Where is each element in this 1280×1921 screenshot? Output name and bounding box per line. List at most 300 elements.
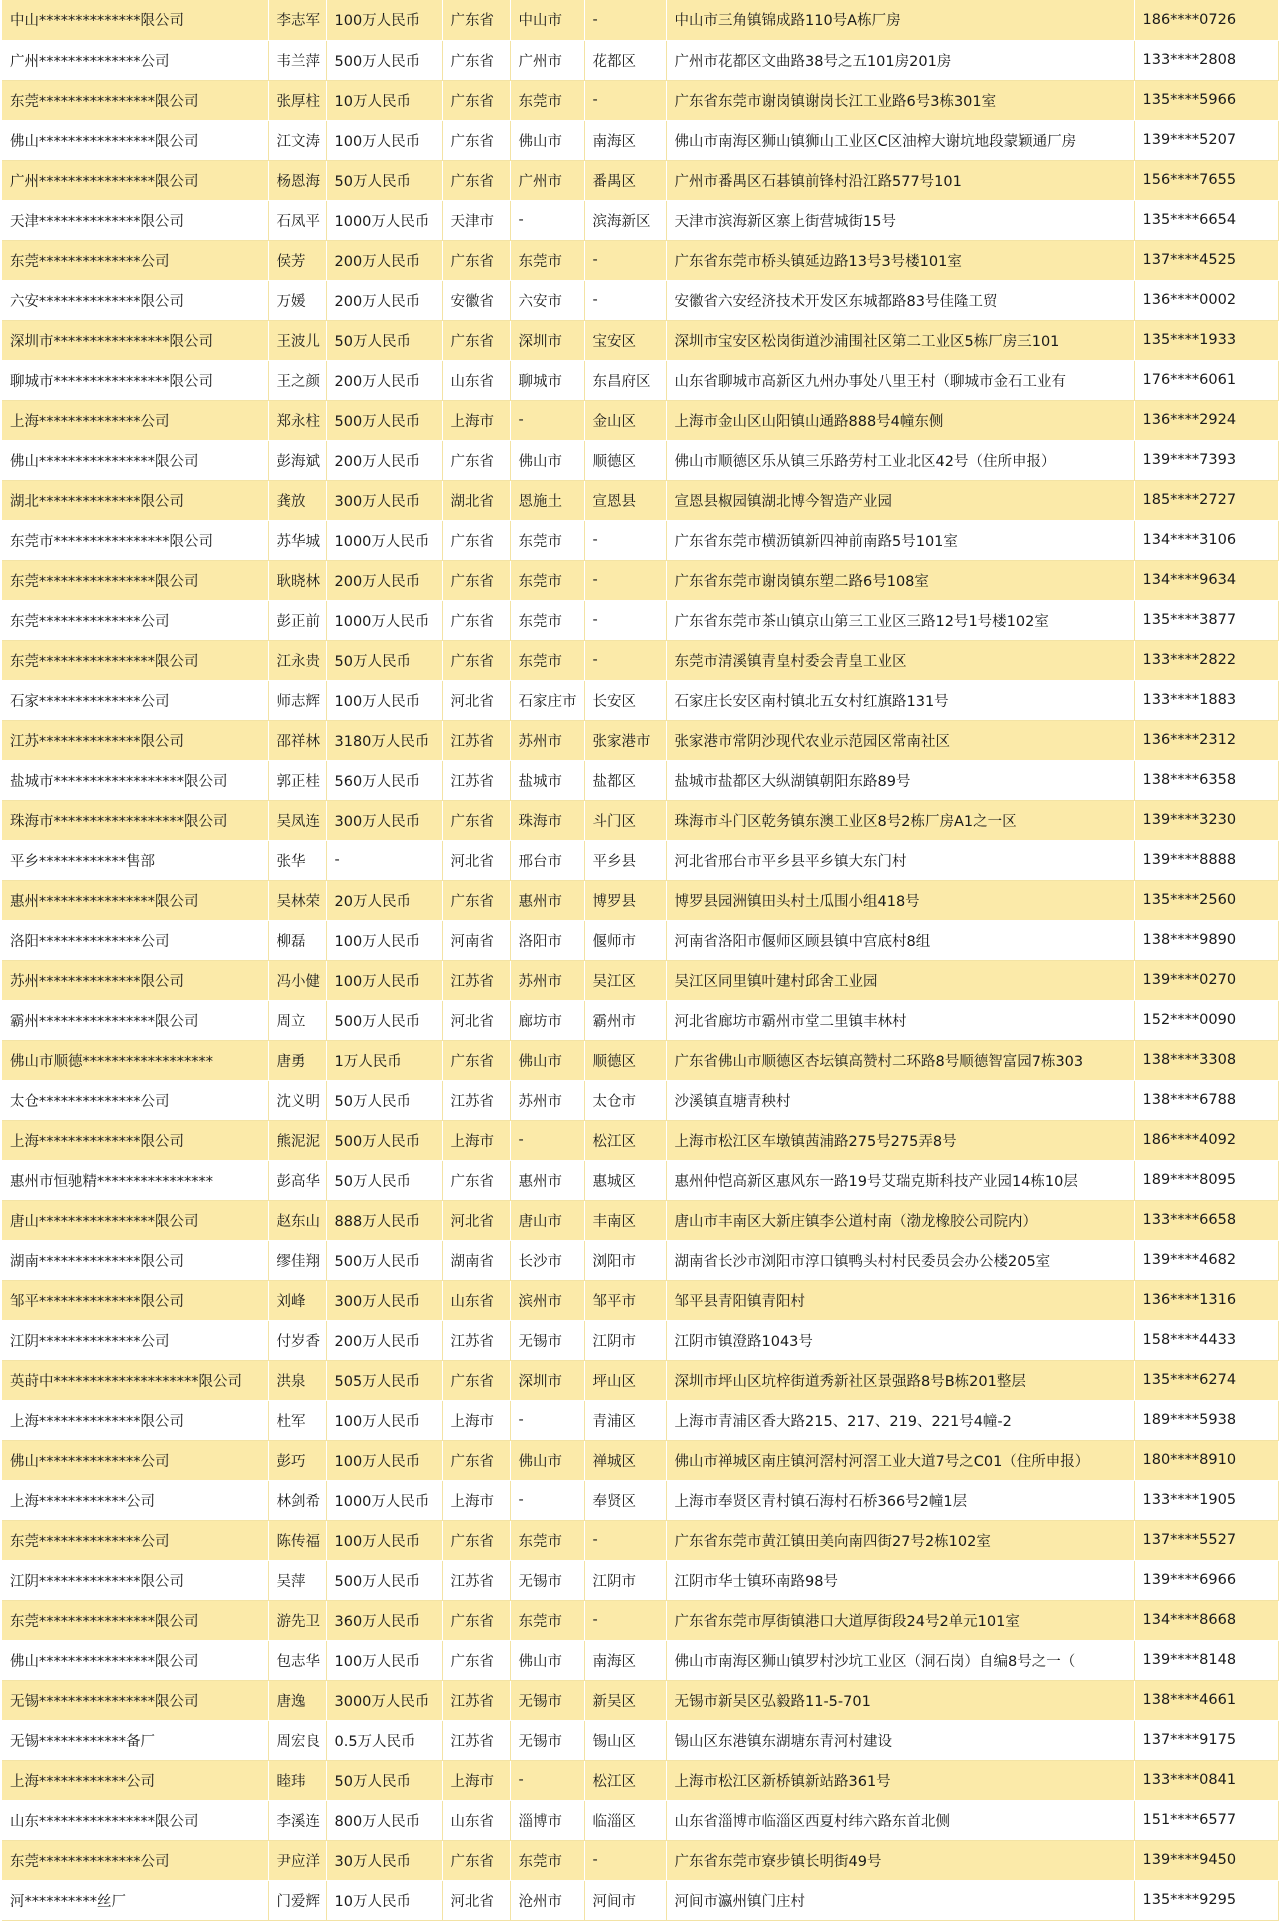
- city-cell: 恩施土: [510, 480, 584, 520]
- phone-cell: 133****2822: [1134, 640, 1278, 680]
- address-cell: 广州市番禺区石碁镇前锋村沿江路577号101: [666, 160, 1134, 200]
- address-cell: 中山市三角镇锦成路110号A栋厂房: [666, 0, 1134, 40]
- city-cell: 聊城市: [510, 360, 584, 400]
- legal-rep-cell: 周立: [268, 1000, 326, 1040]
- province-cell: 广东省: [442, 1040, 510, 1080]
- phone-cell: 135****9295: [1134, 1880, 1278, 1920]
- legal-rep-cell: 缪佳翔: [268, 1240, 326, 1280]
- legal-rep-cell: 柳磊: [268, 920, 326, 960]
- district-cell: -: [584, 1520, 666, 1560]
- district-cell: 南海区: [584, 120, 666, 160]
- city-cell: 石家庄市: [510, 680, 584, 720]
- city-cell: 无锡市: [510, 1680, 584, 1720]
- legal-rep-cell: 苏华城: [268, 520, 326, 560]
- registered-capital-cell: 300万人民币: [326, 480, 442, 520]
- city-cell: 东莞市: [510, 1840, 584, 1880]
- district-cell: 江阴市: [584, 1560, 666, 1600]
- registered-capital-cell: 50万人民币: [326, 1760, 442, 1800]
- district-cell: 滨海新区: [584, 200, 666, 240]
- table-row: [2, 160, 1278, 200]
- district-cell: 金山区: [584, 400, 666, 440]
- company-name-cell: 佛山市顺德******************: [2, 1040, 268, 1080]
- table-row: [2, 560, 1278, 600]
- company-name-cell: 苏州**************限公司: [2, 960, 268, 1000]
- province-cell: 河北省: [442, 840, 510, 880]
- address-cell: 山东省聊城市高新区九州办事处八里王村（聊城市金石工业有: [666, 360, 1134, 400]
- province-cell: 上海市: [442, 1480, 510, 1520]
- company-name-cell: 湖北**************限公司: [2, 480, 268, 520]
- company-name-cell: 无锡************备厂: [2, 1720, 268, 1760]
- legal-rep-cell: 周宏良: [268, 1720, 326, 1760]
- city-cell: 佛山市: [510, 120, 584, 160]
- province-cell: 广东省: [442, 0, 510, 40]
- phone-cell: 185****2727: [1134, 480, 1278, 520]
- district-cell: 博罗县: [584, 880, 666, 920]
- district-cell: -: [584, 240, 666, 280]
- address-cell: 宣恩县椒园镇湖北博今智造产业园: [666, 480, 1134, 520]
- table-row: [2, 840, 1278, 880]
- company-name-cell: 河**********丝厂: [2, 1880, 268, 1920]
- company-name-cell: 东莞****************限公司: [2, 640, 268, 680]
- district-cell: 宝安区: [584, 320, 666, 360]
- district-cell: 青浦区: [584, 1400, 666, 1440]
- table-row: [2, 960, 1278, 1000]
- table-row: [2, 1200, 1278, 1240]
- city-cell: 滨州市: [510, 1280, 584, 1320]
- district-cell: 张家港市: [584, 720, 666, 760]
- table-row: [2, 1400, 1278, 1440]
- company-name-cell: 上海**************公司: [2, 400, 268, 440]
- district-cell: -: [584, 640, 666, 680]
- legal-rep-cell: 龚放: [268, 480, 326, 520]
- legal-rep-cell: 彭正前: [268, 600, 326, 640]
- phone-cell: 137****4525: [1134, 240, 1278, 280]
- province-cell: 湖北省: [442, 480, 510, 520]
- address-cell: 佛山市顺德区乐从镇三乐路劳村工业北区42号（住所申报）: [666, 440, 1134, 480]
- registered-capital-cell: 1000万人民币: [326, 520, 442, 560]
- city-cell: 惠州市: [510, 1160, 584, 1200]
- legal-rep-cell: 唐逸: [268, 1680, 326, 1720]
- city-cell: 佛山市: [510, 1640, 584, 1680]
- registered-capital-cell: 500万人民币: [326, 1240, 442, 1280]
- company-name-cell: 佛山****************限公司: [2, 1640, 268, 1680]
- legal-rep-cell: 张华: [268, 840, 326, 880]
- legal-rep-cell: 侯芳: [268, 240, 326, 280]
- table-row: [2, 680, 1278, 720]
- registered-capital-cell: 1000万人民币: [326, 200, 442, 240]
- district-cell: -: [584, 280, 666, 320]
- registered-capital-cell: -: [326, 840, 442, 880]
- legal-rep-cell: 吴凤连: [268, 800, 326, 840]
- city-cell: 沧州市: [510, 1880, 584, 1920]
- province-cell: 江苏省: [442, 1080, 510, 1120]
- legal-rep-cell: 游先卫: [268, 1600, 326, 1640]
- company-name-cell: 东莞**************公司: [2, 1840, 268, 1880]
- address-cell: 广东省东莞市寮步镇长明街49号: [666, 1840, 1134, 1880]
- city-cell: 淄博市: [510, 1800, 584, 1840]
- city-cell: 广州市: [510, 40, 584, 80]
- company-name-cell: 珠海市******************限公司: [2, 800, 268, 840]
- table-body: [2, 0, 1278, 1920]
- phone-cell: 151****6577: [1134, 1800, 1278, 1840]
- phone-cell: 133****2808: [1134, 40, 1278, 80]
- district-cell: -: [584, 1840, 666, 1880]
- legal-rep-cell: 尹应洋: [268, 1840, 326, 1880]
- city-cell: 佛山市: [510, 440, 584, 480]
- table-row: [2, 1160, 1278, 1200]
- phone-cell: 136****2312: [1134, 720, 1278, 760]
- table-row: [2, 360, 1278, 400]
- city-cell: 苏州市: [510, 720, 584, 760]
- address-cell: 深圳市坪山区坑梓街道秀新社区景强路8号B栋201整层: [666, 1360, 1134, 1400]
- company-name-cell: 太仓**************公司: [2, 1080, 268, 1120]
- phone-cell: 186****0726: [1134, 0, 1278, 40]
- company-name-cell: 东莞****************限公司: [2, 1600, 268, 1640]
- city-cell: 盐城市: [510, 760, 584, 800]
- company-name-cell: 东莞**************公司: [2, 600, 268, 640]
- company-name-cell: 平乡************售部: [2, 840, 268, 880]
- company-name-cell: 无锡****************限公司: [2, 1680, 268, 1720]
- registered-capital-cell: 1000万人民币: [326, 600, 442, 640]
- district-cell: -: [584, 1600, 666, 1640]
- phone-cell: 189****5938: [1134, 1400, 1278, 1440]
- city-cell: 东莞市: [510, 80, 584, 120]
- registered-capital-cell: 500万人民币: [326, 400, 442, 440]
- district-cell: 花都区: [584, 40, 666, 80]
- city-cell: 无锡市: [510, 1320, 584, 1360]
- table-row: [2, 1800, 1278, 1840]
- province-cell: 广东省: [442, 1440, 510, 1480]
- province-cell: 上海市: [442, 400, 510, 440]
- company-name-cell: 盐城市******************限公司: [2, 760, 268, 800]
- address-cell: 石家庄长安区南村镇北五女村红旗路131号: [666, 680, 1134, 720]
- district-cell: 新吴区: [584, 1680, 666, 1720]
- registered-capital-cell: 3180万人民币: [326, 720, 442, 760]
- address-cell: 广东省东莞市厚街镇港口大道厚街段24号2单元101室: [666, 1600, 1134, 1640]
- province-cell: 广东省: [442, 520, 510, 560]
- district-cell: 番禺区: [584, 160, 666, 200]
- district-cell: -: [584, 560, 666, 600]
- registered-capital-cell: 100万人民币: [326, 1440, 442, 1480]
- registered-capital-cell: 505万人民币: [326, 1360, 442, 1400]
- district-cell: 松江区: [584, 1760, 666, 1800]
- registered-capital-cell: 500万人民币: [326, 1560, 442, 1600]
- phone-cell: 139****9450: [1134, 1840, 1278, 1880]
- province-cell: 江苏省: [442, 960, 510, 1000]
- city-cell: 邢台市: [510, 840, 584, 880]
- company-name-cell: 广州**************公司: [2, 40, 268, 80]
- registered-capital-cell: 50万人民币: [326, 320, 442, 360]
- district-cell: 锡山区: [584, 1720, 666, 1760]
- registered-capital-cell: 30万人民币: [326, 1840, 442, 1880]
- company-name-cell: 佛山****************限公司: [2, 120, 268, 160]
- company-name-cell: 深圳市****************限公司: [2, 320, 268, 360]
- address-cell: 广东省东莞市桥头镇延边路13号3号楼101室: [666, 240, 1134, 280]
- registered-capital-cell: 300万人民币: [326, 1280, 442, 1320]
- company-name-cell: 六安**************限公司: [2, 280, 268, 320]
- phone-cell: 138****3308: [1134, 1040, 1278, 1080]
- phone-cell: 137****9175: [1134, 1720, 1278, 1760]
- registered-capital-cell: 100万人民币: [326, 1520, 442, 1560]
- province-cell: 安徽省: [442, 280, 510, 320]
- company-name-cell: 洛阳**************公司: [2, 920, 268, 960]
- district-cell: -: [584, 0, 666, 40]
- company-name-cell: 上海************公司: [2, 1760, 268, 1800]
- registered-capital-cell: 200万人民币: [326, 440, 442, 480]
- company-name-cell: 石家**************公司: [2, 680, 268, 720]
- table-row: [2, 1880, 1278, 1920]
- legal-rep-cell: 沈义明: [268, 1080, 326, 1120]
- phone-cell: 133****1905: [1134, 1480, 1278, 1520]
- city-cell: -: [510, 1760, 584, 1800]
- province-cell: 广东省: [442, 880, 510, 920]
- registered-capital-cell: 3000万人民币: [326, 1680, 442, 1720]
- phone-cell: 135****1933: [1134, 320, 1278, 360]
- registered-capital-cell: 200万人民币: [326, 1320, 442, 1360]
- address-cell: 广东省佛山市顺德区杏坛镇高赞村二环路8号顺德智富园7栋303: [666, 1040, 1134, 1080]
- table-row: [2, 80, 1278, 120]
- table-row: [2, 400, 1278, 440]
- province-cell: 上海市: [442, 1400, 510, 1440]
- province-cell: 山东省: [442, 360, 510, 400]
- registered-capital-cell: 0.5万人民币: [326, 1720, 442, 1760]
- table-row: [2, 1600, 1278, 1640]
- registered-capital-cell: 50万人民币: [326, 1080, 442, 1120]
- registered-capital-cell: 50万人民币: [326, 640, 442, 680]
- province-cell: 上海市: [442, 1760, 510, 1800]
- company-name-cell: 东莞****************限公司: [2, 80, 268, 120]
- province-cell: 河北省: [442, 1000, 510, 1040]
- address-cell: 邹平县青阳镇青阳村: [666, 1280, 1134, 1320]
- registered-capital-cell: 100万人民币: [326, 680, 442, 720]
- address-cell: 上海市金山区山阳镇山通路888号4幢东侧: [666, 400, 1134, 440]
- legal-rep-cell: 王波儿: [268, 320, 326, 360]
- phone-cell: 137****5527: [1134, 1520, 1278, 1560]
- address-cell: 上海市松江区车墩镇茜浦路275号275弄8号: [666, 1120, 1134, 1160]
- address-cell: 张家港市常阴沙现代农业示范园区常南社区: [666, 720, 1134, 760]
- legal-rep-cell: 彭巧: [268, 1440, 326, 1480]
- district-cell: 江阴市: [584, 1320, 666, 1360]
- table-row: [2, 600, 1278, 640]
- legal-rep-cell: 耿晓林: [268, 560, 326, 600]
- legal-rep-cell: 睦玮: [268, 1760, 326, 1800]
- registered-capital-cell: 100万人民币: [326, 960, 442, 1000]
- company-name-cell: 聊城市****************限公司: [2, 360, 268, 400]
- legal-rep-cell: 彭海斌: [268, 440, 326, 480]
- table-row: [2, 1640, 1278, 1680]
- company-name-cell: 惠州市恒驰精****************: [2, 1160, 268, 1200]
- district-cell: 霸州市: [584, 1000, 666, 1040]
- address-cell: 江阴市华士镇环南路98号: [666, 1560, 1134, 1600]
- province-cell: 河南省: [442, 920, 510, 960]
- city-cell: 无锡市: [510, 1720, 584, 1760]
- phone-cell: 133****0841: [1134, 1760, 1278, 1800]
- table-row: [2, 520, 1278, 560]
- address-cell: 河北省邢台市平乡县平乡镇大东门村: [666, 840, 1134, 880]
- company-name-cell: 东莞**************公司: [2, 1520, 268, 1560]
- registered-capital-cell: 360万人民币: [326, 1600, 442, 1640]
- legal-rep-cell: 王之颜: [268, 360, 326, 400]
- province-cell: 广东省: [442, 1520, 510, 1560]
- legal-rep-cell: 吴萍: [268, 1560, 326, 1600]
- company-name-cell: 山东****************限公司: [2, 1800, 268, 1840]
- address-cell: 山东省淄博市临淄区西夏村纬六路东首北侧: [666, 1800, 1134, 1840]
- table-row: [2, 1480, 1278, 1520]
- city-cell: 廊坊市: [510, 1000, 584, 1040]
- table-row: [2, 1320, 1278, 1360]
- city-cell: 深圳市: [510, 320, 584, 360]
- city-cell: 东莞市: [510, 560, 584, 600]
- phone-cell: 135****6274: [1134, 1360, 1278, 1400]
- address-cell: 佛山市南海区狮山镇罗村沙坑工业区（洞石岗）自编8号之一（: [666, 1640, 1134, 1680]
- table-row: [2, 1840, 1278, 1880]
- address-cell: 广州市花都区文曲路38号之五101房201房: [666, 40, 1134, 80]
- registered-capital-cell: 1000万人民币: [326, 1480, 442, 1520]
- registered-capital-cell: 300万人民币: [326, 800, 442, 840]
- company-name-cell: 广州****************限公司: [2, 160, 268, 200]
- city-cell: 广州市: [510, 160, 584, 200]
- registered-capital-cell: 500万人民币: [326, 1120, 442, 1160]
- table-row: [2, 1120, 1278, 1160]
- legal-rep-cell: 熊泥泥: [268, 1120, 326, 1160]
- address-cell: 佛山市南海区狮山镇狮山工业区C区油榨大谢坑地段蒙颖通厂房: [666, 120, 1134, 160]
- registered-capital-cell: 888万人民币: [326, 1200, 442, 1240]
- city-cell: 佛山市: [510, 1040, 584, 1080]
- city-cell: 六安市: [510, 280, 584, 320]
- city-cell: 东莞市: [510, 600, 584, 640]
- company-name-cell: 江阴**************限公司: [2, 1560, 268, 1600]
- legal-rep-cell: 江文涛: [268, 120, 326, 160]
- table-row: [2, 920, 1278, 960]
- city-cell: 苏州市: [510, 1080, 584, 1120]
- address-cell: 唐山市丰南区大新庄镇李公道村南（渤龙橡胶公司院内）: [666, 1200, 1134, 1240]
- province-cell: 广东省: [442, 160, 510, 200]
- province-cell: 江苏省: [442, 720, 510, 760]
- table-row: [2, 240, 1278, 280]
- phone-cell: 138****6358: [1134, 760, 1278, 800]
- registered-capital-cell: 200万人民币: [326, 560, 442, 600]
- district-cell: 南海区: [584, 1640, 666, 1680]
- phone-cell: 139****6966: [1134, 1560, 1278, 1600]
- address-cell: 广东省东莞市谢岗镇东塑二路6号108室: [666, 560, 1134, 600]
- district-cell: -: [584, 80, 666, 120]
- legal-rep-cell: 韦兰萍: [268, 40, 326, 80]
- phone-cell: 139****0270: [1134, 960, 1278, 1000]
- district-cell: 宣恩县: [584, 480, 666, 520]
- company-name-cell: 江苏**************限公司: [2, 720, 268, 760]
- district-cell: -: [584, 520, 666, 560]
- address-cell: 佛山市禅城区南庄镇河滘村河滘工业大道7号之C01（住所申报）: [666, 1440, 1134, 1480]
- address-cell: 上海市奉贤区青村镇石海村石桥366号2幢1层: [666, 1480, 1134, 1520]
- phone-cell: 152****0090: [1134, 1000, 1278, 1040]
- registered-capital-cell: 200万人民币: [326, 280, 442, 320]
- address-cell: 天津市滨海新区寨上街营城街15号: [666, 200, 1134, 240]
- phone-cell: 189****8095: [1134, 1160, 1278, 1200]
- province-cell: 广东省: [442, 560, 510, 600]
- phone-cell: 135****3877: [1134, 600, 1278, 640]
- province-cell: 江苏省: [442, 1680, 510, 1720]
- table-row: [2, 1080, 1278, 1120]
- table-row: [2, 280, 1278, 320]
- table-row: [2, 0, 1278, 40]
- legal-rep-cell: 冯小健: [268, 960, 326, 1000]
- legal-rep-cell: 彭高华: [268, 1160, 326, 1200]
- district-cell: 松江区: [584, 1120, 666, 1160]
- company-name-cell: 上海**************限公司: [2, 1120, 268, 1160]
- address-cell: 安徽省六安经济技术开发区东城都路83号佳隆工贸: [666, 280, 1134, 320]
- province-cell: 广东省: [442, 1640, 510, 1680]
- registered-capital-cell: 200万人民币: [326, 360, 442, 400]
- company-name-cell: 英莳中********************限公司: [2, 1360, 268, 1400]
- address-cell: 湖南省长沙市浏阳市淳口镇鸭头村村民委员会办公楼205室: [666, 1240, 1134, 1280]
- registered-capital-cell: 100万人民币: [326, 1640, 442, 1680]
- legal-rep-cell: 张厚柱: [268, 80, 326, 120]
- legal-rep-cell: 门爱辉: [268, 1880, 326, 1920]
- district-cell: 顺德区: [584, 440, 666, 480]
- district-cell: 太仓市: [584, 1080, 666, 1120]
- table-row: [2, 1680, 1278, 1720]
- company-name-cell: 邹平**************限公司: [2, 1280, 268, 1320]
- city-cell: 东莞市: [510, 640, 584, 680]
- province-cell: 上海市: [442, 1120, 510, 1160]
- registered-capital-cell: 100万人民币: [326, 0, 442, 40]
- phone-cell: 139****8888: [1134, 840, 1278, 880]
- phone-cell: 180****8910: [1134, 1440, 1278, 1480]
- legal-rep-cell: 包志华: [268, 1640, 326, 1680]
- district-cell: 禅城区: [584, 1440, 666, 1480]
- city-cell: 惠州市: [510, 880, 584, 920]
- company-name-cell: 东莞**************公司: [2, 240, 268, 280]
- company-name-cell: 东莞市****************限公司: [2, 520, 268, 560]
- table-row: [2, 480, 1278, 520]
- phone-cell: 139****8148: [1134, 1640, 1278, 1680]
- legal-rep-cell: 洪泉: [268, 1360, 326, 1400]
- district-cell: 吴江区: [584, 960, 666, 1000]
- city-cell: -: [510, 400, 584, 440]
- address-cell: 东莞市清溪镇青皇村委会青皇工业区: [666, 640, 1134, 680]
- district-cell: 平乡县: [584, 840, 666, 880]
- registered-capital-cell: 20万人民币: [326, 880, 442, 920]
- table-row: [2, 1360, 1278, 1400]
- legal-rep-cell: 万媛: [268, 280, 326, 320]
- table-row: [2, 720, 1278, 760]
- province-cell: 广东省: [442, 240, 510, 280]
- district-cell: 临淄区: [584, 1800, 666, 1840]
- province-cell: 广东省: [442, 120, 510, 160]
- city-cell: 长沙市: [510, 1240, 584, 1280]
- phone-cell: 135****6654: [1134, 200, 1278, 240]
- company-name-cell: 惠州****************限公司: [2, 880, 268, 920]
- district-cell: 惠城区: [584, 1160, 666, 1200]
- province-cell: 河北省: [442, 1880, 510, 1920]
- registered-capital-cell: 50万人民币: [326, 1160, 442, 1200]
- registered-capital-cell: 100万人民币: [326, 920, 442, 960]
- registered-capital-cell: 50万人民币: [326, 160, 442, 200]
- phone-cell: 136****2924: [1134, 400, 1278, 440]
- district-cell: 邹平市: [584, 1280, 666, 1320]
- table-row: [2, 120, 1278, 160]
- registered-capital-cell: 1万人民币: [326, 1040, 442, 1080]
- table-row: [2, 1760, 1278, 1800]
- address-cell: 珠海市斗门区乾务镇东澳工业区8号2栋厂房A1之一区: [666, 800, 1134, 840]
- phone-cell: 139****5207: [1134, 120, 1278, 160]
- city-cell: 苏州市: [510, 960, 584, 1000]
- table-row: [2, 800, 1278, 840]
- address-cell: 博罗县园洲镇田头村土瓜围小组418号: [666, 880, 1134, 920]
- legal-rep-cell: 杜军: [268, 1400, 326, 1440]
- company-name-cell: 佛山****************限公司: [2, 440, 268, 480]
- phone-cell: 138****6788: [1134, 1080, 1278, 1120]
